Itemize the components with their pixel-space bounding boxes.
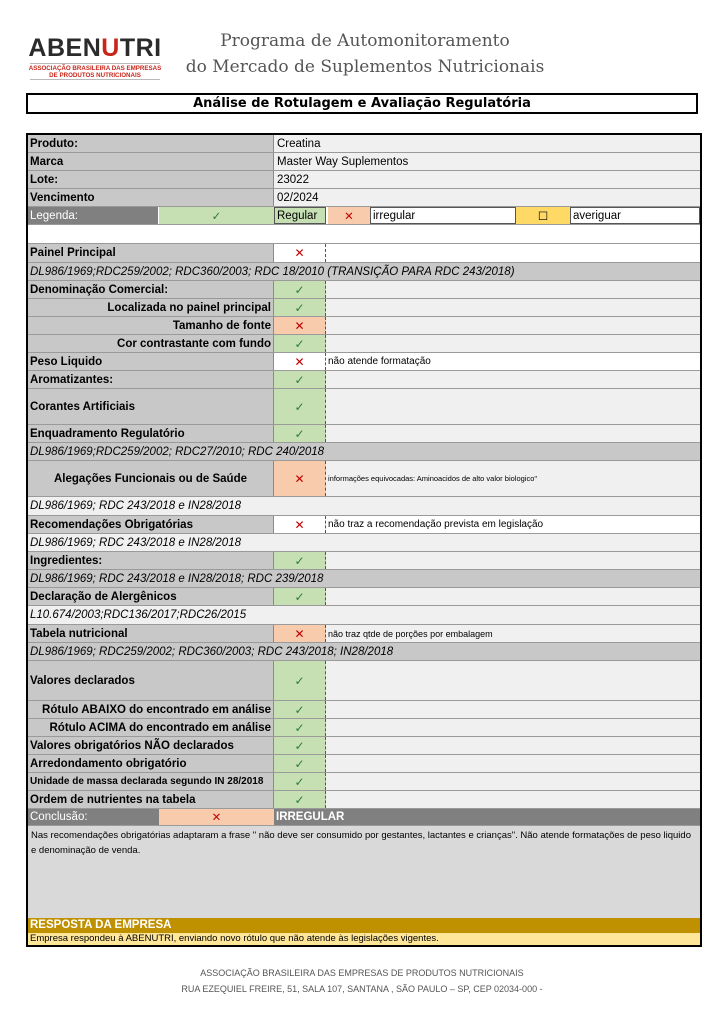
legend-bad-icon: ✕ xyxy=(328,207,370,224)
status-check-icon: ✓ xyxy=(274,371,326,388)
criterion-note xyxy=(326,791,700,808)
status-check-icon: ✓ xyxy=(274,281,326,298)
criterion-note xyxy=(326,552,700,569)
localizada-row xyxy=(28,299,700,317)
legislation-text: DL986/1969; RDC259/2002; RDC360/2003; RDC 243/2018; IN28/2018 xyxy=(28,643,700,660)
legislation-text: DL986/1969;RDC259/2002; RDC360/2003; RDC 18/2010 (TRANSIÇÃO PARA RDC 243/2018) xyxy=(28,263,700,280)
tabela-nutricional-row xyxy=(28,625,700,643)
legislation-row xyxy=(28,534,700,552)
vencimento-value: 02/2024 xyxy=(274,189,700,206)
criterion-note xyxy=(326,299,700,316)
criterion-label: Rótulo ACIMA do encontrado em análise xyxy=(28,719,274,736)
logo-divider xyxy=(30,63,160,64)
criterion-label: Corantes Artificiais xyxy=(28,389,274,424)
produto-label: Produto: xyxy=(28,135,274,152)
rotulo-acima-row xyxy=(28,719,700,737)
legislation-text: L10.674/2003;RDC136/2017;RDC26/2015 xyxy=(28,606,700,624)
corantes-row xyxy=(28,389,700,425)
legend-label: Legenda: xyxy=(28,207,158,224)
criterion-note xyxy=(326,335,700,352)
status-check-icon: ✓ xyxy=(274,588,326,605)
lote-value: 23022 xyxy=(274,171,700,188)
valores-declarados-row xyxy=(28,661,700,701)
legend-check-text: averiguar xyxy=(570,207,700,224)
program-title-line2: do Mercado de Suplementos Nutricionais xyxy=(185,57,545,77)
status-check-icon: ✓ xyxy=(274,737,326,754)
produto-row xyxy=(28,135,700,153)
aromatizantes-row xyxy=(28,371,700,389)
criterion-label: Rótulo ABAIXO do encontrado em análise xyxy=(28,701,274,718)
status-check-icon: ✓ xyxy=(274,335,326,352)
denominacao-row xyxy=(28,281,700,299)
marca-value: Master Way Suplementos xyxy=(274,153,700,170)
criterion-note xyxy=(326,719,700,736)
criterion-note xyxy=(326,389,700,424)
conclusion-label: Conclusão: xyxy=(28,809,158,825)
logo-divider-bottom xyxy=(30,79,160,80)
tamanho-fonte-row xyxy=(28,317,700,335)
response-text: Empresa respondeu à ABENUTRI, enviando novo rótulo que não atende às legislações vigentes. xyxy=(28,933,700,945)
status-check-icon: ✓ xyxy=(274,773,326,790)
status-x-icon: ✕ xyxy=(274,353,326,370)
status-check-icon: ✓ xyxy=(274,661,326,700)
abenutri-logo xyxy=(26,28,164,80)
produto-value: Creatina xyxy=(274,135,700,152)
status-check-icon: ✓ xyxy=(274,389,326,424)
marca-row xyxy=(28,153,700,171)
criterion-note: não traz qtde de porções por embalagem xyxy=(326,625,700,642)
legislation-row xyxy=(28,263,700,281)
legislation-row xyxy=(28,443,700,461)
alegacoes-row xyxy=(28,461,700,497)
page-subtitle: Análise de Rotulagem e Avaliação Regulatória xyxy=(26,93,698,114)
criterion-note xyxy=(326,701,700,718)
criterion-label: Unidade de massa declarada segundo IN 28/2018 xyxy=(28,773,274,790)
vencimento-label: Vencimento xyxy=(28,189,274,206)
criterion-note xyxy=(326,661,700,700)
footer-line1: ASSOCIAÇÃO BRASILEIRA DAS EMPRESAS DE PRODUTOS NUTRICIONAIS xyxy=(200,968,524,978)
conclusion-x-icon: ✕ xyxy=(159,809,274,825)
conclusion-value: IRREGULAR xyxy=(274,809,700,825)
observation-text: Nas recomendações obrigatórias adaptaram a frase " não deve ser consumido por gestantes, lactantes e crianças". Não atende formatações de peso liquido e denominação de venda. xyxy=(28,826,700,918)
criterion-label: Alegações Funcionais ou de Saúde xyxy=(28,461,274,496)
legislation-text: DL986/1969; RDC 243/2018 e IN28/2018; RDC 239/2018 xyxy=(28,570,700,587)
criterion-note xyxy=(326,281,700,298)
status-x-icon: ✕ xyxy=(274,317,326,334)
legend-bad-text: irregular xyxy=(370,207,516,224)
legend-ok-icon: ✓ xyxy=(159,207,274,224)
unidade-massa-row xyxy=(28,773,700,791)
logo-subtitle-1: ASSOCIAÇÃO BRASILEIRA DAS EMPRESAS xyxy=(28,65,162,72)
legend-check-icon: ☐ xyxy=(516,207,570,224)
painel-principal-row xyxy=(28,244,700,263)
criterion-label: Enquadramento Regulatório xyxy=(28,425,274,442)
legend-ok-text: Regular xyxy=(274,207,326,224)
criterion-note xyxy=(326,317,700,334)
criterion-label: Cor contrastante com fundo xyxy=(28,335,274,352)
peso-liquido-row xyxy=(28,353,700,371)
lote-label: Lote: xyxy=(28,171,274,188)
criterion-label: Painel Principal xyxy=(28,244,274,262)
criterion-label: Localizada no painel principal xyxy=(28,299,274,316)
logo-wordmark: ABENUTRI xyxy=(28,34,162,62)
lote-row xyxy=(28,171,700,189)
criterion-note xyxy=(326,425,700,442)
alergenicos-row xyxy=(28,588,700,606)
program-title-line1: Programa de Automonitoramento xyxy=(220,31,510,51)
enquadramento-row xyxy=(28,425,700,443)
arredondamento-row xyxy=(28,755,700,773)
criterion-label: Aromatizantes: xyxy=(28,371,274,388)
ordem-nutrientes-row xyxy=(28,791,700,809)
legislation-text: DL986/1969; RDC 243/2018 e IN28/2018 xyxy=(28,534,700,551)
criterion-label: Arredondamento obrigatório xyxy=(28,755,274,772)
status-check-icon: ✓ xyxy=(274,755,326,772)
criterion-label: Valores obrigatórios NÃO declarados xyxy=(28,737,274,754)
legend-row xyxy=(28,207,700,225)
criterion-label: Tamanho de fonte xyxy=(28,317,274,334)
analysis-table xyxy=(26,133,702,947)
conclusion-row xyxy=(28,809,700,826)
valores-obrigatorios-row xyxy=(28,737,700,755)
criterion-note: informações equivocadas: Aminoacidos de alto valor biologico" xyxy=(326,461,700,496)
criterion-label: Valores declarados xyxy=(28,661,274,700)
status-check-icon: ✓ xyxy=(274,719,326,736)
criterion-note xyxy=(326,588,700,605)
status-x-icon: ✕ xyxy=(274,461,326,496)
status-check-icon: ✓ xyxy=(274,791,326,808)
legislation-text: DL986/1969;RDC259/2002; RDC27/2010; RDC 240/2018 xyxy=(28,443,700,460)
status-check-icon: ✓ xyxy=(274,552,326,569)
ingredientes-row xyxy=(28,552,700,570)
status-check-icon: ✓ xyxy=(274,299,326,316)
spacer-row xyxy=(28,225,700,244)
criterion-note xyxy=(326,755,700,772)
legislation-row xyxy=(28,570,700,588)
legislation-row xyxy=(28,497,700,516)
cor-contrastante-row xyxy=(28,335,700,353)
logo-subtitle-2: DE PRODUTOS NUTRICIONAIS xyxy=(49,72,141,79)
footer-line2: RUA EZEQUIEL FREIRE, 51, SALA 107, SANTANA , SÃO PAULO – SP, CEP 02034-000 - xyxy=(181,984,543,994)
status-x-icon: ✕ xyxy=(274,625,326,642)
status-check-icon: ✓ xyxy=(274,701,326,718)
criterion-note xyxy=(326,371,700,388)
legislation-text: DL986/1969; RDC 243/2018 e IN28/2018 xyxy=(28,497,700,515)
criterion-note xyxy=(326,737,700,754)
criterion-label: Ingredientes: xyxy=(28,552,274,569)
recomendacoes-row xyxy=(28,516,700,534)
criterion-note: não atende formatação xyxy=(326,353,700,370)
status-x-icon: ✕ xyxy=(274,244,326,262)
legislation-row xyxy=(28,643,700,661)
criterion-note xyxy=(326,773,700,790)
criterion-label: Recomendações Obrigatórias xyxy=(28,516,274,533)
criterion-label: Peso Liquido xyxy=(28,353,274,370)
response-header: RESPOSTA DA EMPRESA xyxy=(28,918,700,933)
criterion-label: Tabela nutricional xyxy=(28,625,274,642)
status-x-icon: ✕ xyxy=(274,516,326,533)
criterion-label: Declaração de Alergênicos xyxy=(28,588,274,605)
vencimento-row xyxy=(28,189,700,207)
status-check-icon: ✓ xyxy=(274,425,326,442)
criterion-label: Ordem de nutrientes na tabela xyxy=(28,791,274,808)
rotulo-abaixo-row xyxy=(28,701,700,719)
legislation-row xyxy=(28,606,700,625)
criterion-label: Denominação Comercial: xyxy=(28,281,274,298)
marca-label: Marca xyxy=(28,153,274,170)
criterion-note: não traz a recomendação prevista em legislação xyxy=(326,516,700,533)
criterion-note xyxy=(326,244,700,262)
